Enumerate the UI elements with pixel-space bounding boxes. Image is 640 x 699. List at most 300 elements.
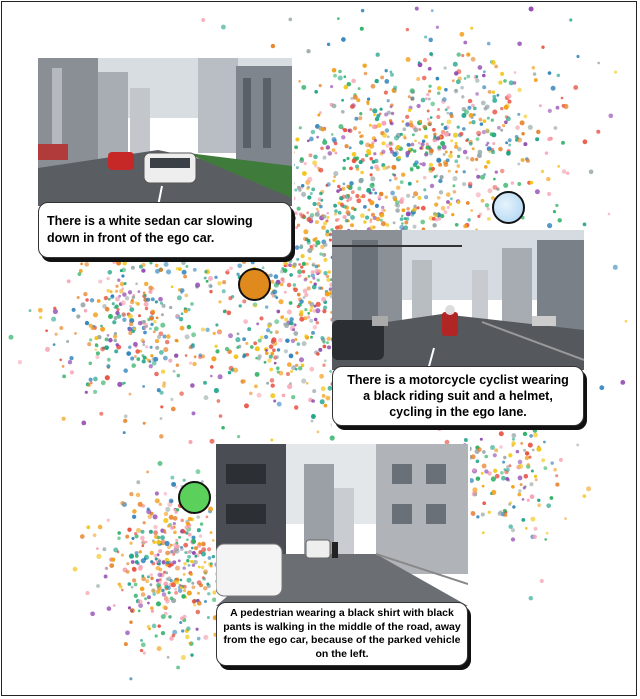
scatter-point — [190, 653, 193, 656]
scatter-point — [517, 137, 522, 142]
scatter-point — [237, 263, 242, 268]
scatter-point — [381, 150, 385, 154]
scatter-point — [310, 306, 314, 310]
scatter-point — [203, 569, 208, 574]
scatter-point — [161, 589, 165, 593]
scatter-point — [360, 213, 365, 218]
scatter-point — [90, 298, 94, 302]
scatter-point — [425, 97, 428, 100]
scatter-point — [520, 483, 523, 486]
scatter-point — [184, 551, 187, 554]
scatter-point — [178, 559, 181, 562]
scatter-point — [188, 440, 192, 444]
scatter-point — [258, 354, 262, 358]
scatter-point — [400, 180, 404, 184]
scatter-point — [443, 66, 446, 69]
scatter-point — [141, 592, 146, 597]
scatter-point — [190, 383, 195, 388]
scatter-point — [299, 299, 303, 303]
scatter-point — [364, 72, 368, 76]
scatter-point — [136, 493, 140, 497]
scatter-point — [156, 540, 161, 545]
scatter-point — [129, 322, 133, 326]
scatter-point — [439, 190, 443, 194]
scatter-point — [412, 208, 416, 212]
scatter-point — [529, 181, 533, 185]
scatter-point — [121, 589, 124, 592]
scatter-point — [520, 442, 523, 445]
scatter-point — [492, 95, 496, 99]
scatter-point — [493, 469, 497, 473]
scatter-point — [502, 461, 505, 464]
scatter-point — [272, 348, 276, 352]
scatter-point — [436, 77, 440, 81]
scatter-point — [77, 296, 80, 299]
scatter-point — [546, 177, 550, 181]
scatter-point — [477, 447, 482, 452]
scatter-point — [511, 433, 516, 438]
highlight-marker-orange — [238, 268, 271, 301]
scatter-point — [372, 108, 377, 113]
scatter-point — [429, 52, 433, 56]
scatter-point — [198, 542, 201, 545]
scatter-point — [116, 343, 119, 346]
scatter-point — [484, 165, 488, 169]
scatter-point — [297, 305, 300, 308]
scatter-point — [342, 195, 346, 199]
scatter-point — [451, 213, 454, 216]
scatter-point — [553, 468, 557, 472]
scatter-point — [135, 551, 139, 555]
scatter-point — [352, 159, 357, 164]
scatter-point — [504, 513, 508, 517]
scatter-point — [450, 197, 453, 200]
scatter-point — [129, 554, 134, 559]
scatter-point — [491, 490, 496, 495]
scatter-point — [541, 46, 544, 49]
scatter-point — [107, 606, 112, 611]
scatter-point — [78, 272, 82, 276]
scatter-point — [404, 217, 407, 220]
scatter-point — [257, 393, 262, 398]
scatter-point — [500, 169, 505, 174]
scatter-point — [553, 210, 556, 213]
scatter-point — [469, 142, 473, 146]
scatter-point — [296, 258, 299, 261]
scatter-point — [309, 309, 312, 312]
scatter-point — [433, 136, 437, 140]
scatter-point — [306, 217, 311, 222]
scatter-point — [132, 509, 136, 513]
scatter-point — [408, 95, 411, 98]
scatter-point — [125, 630, 130, 635]
scatter-point — [254, 384, 258, 388]
scatter-point — [168, 591, 171, 594]
scatter-point — [76, 314, 80, 318]
scatter-point — [170, 398, 173, 401]
scatter-point — [411, 214, 414, 217]
scatter-point — [396, 185, 400, 189]
scatter-point — [332, 180, 335, 183]
scatter-point — [180, 288, 184, 292]
scatter-point — [152, 361, 157, 366]
scatter-point — [537, 503, 541, 507]
scatter-point — [270, 378, 275, 383]
scatter-point — [143, 331, 147, 335]
scatter-point — [161, 313, 164, 316]
scatter-point — [303, 229, 308, 234]
scatter-point — [406, 211, 411, 216]
scatter-point — [266, 328, 270, 332]
scatter-point — [265, 351, 269, 355]
scatter-point — [214, 388, 219, 393]
scatter-point — [506, 465, 510, 469]
scatter-point — [166, 334, 171, 339]
scatter-point — [381, 121, 386, 126]
scatter-point — [384, 91, 388, 95]
scatter-point — [158, 580, 162, 584]
scatter-point — [299, 357, 304, 362]
scatter-point — [307, 186, 310, 189]
scatter-point — [182, 270, 187, 275]
scatter-point — [528, 443, 533, 448]
scatter-point — [134, 355, 137, 358]
scatter-point — [491, 119, 494, 122]
scatter-point — [503, 509, 507, 513]
scatter-point — [350, 215, 355, 220]
scatter-point — [392, 152, 397, 157]
scatter-point — [457, 126, 460, 129]
scatter-point — [233, 368, 238, 373]
scatter-point — [264, 335, 268, 339]
scatter-point — [307, 316, 310, 319]
scatter-point — [160, 302, 163, 305]
scatter-point — [213, 258, 216, 261]
scatter-point — [477, 153, 482, 158]
scatter-point — [105, 307, 110, 312]
scatter-point — [300, 266, 303, 269]
scatter-point — [428, 90, 431, 93]
scatter-point — [124, 642, 128, 646]
scatter-point — [306, 382, 309, 385]
scatter-point — [186, 626, 190, 630]
scatter-point — [269, 355, 273, 359]
scatter-point — [475, 78, 479, 82]
scatter-point — [421, 142, 425, 146]
scatter-point — [141, 530, 145, 534]
scatter-point — [321, 127, 325, 131]
scatter-point — [297, 342, 301, 346]
scatter-point — [522, 498, 525, 501]
scatter-point — [296, 166, 299, 169]
scatter-point — [310, 192, 313, 195]
scatter-point — [138, 314, 141, 317]
scatter-point — [338, 124, 343, 129]
scatter-point — [412, 133, 415, 136]
scatter-point — [532, 449, 535, 452]
scatter-point — [316, 208, 319, 211]
scatter-point — [270, 393, 275, 398]
scatter-point — [62, 365, 65, 368]
scatter-point — [485, 203, 489, 207]
scatter-point — [118, 295, 121, 298]
scatter-point — [333, 171, 338, 176]
scatter-point — [488, 90, 492, 94]
scatter-point — [492, 98, 497, 103]
scatter-point — [546, 532, 549, 535]
scatter-point — [218, 300, 221, 303]
scatter-point — [173, 530, 177, 534]
scatter-point — [147, 508, 150, 511]
scatter-point — [345, 210, 350, 215]
scatter-point — [376, 217, 381, 222]
scatter-point — [183, 543, 188, 548]
scatter-point — [391, 112, 394, 115]
scatter-point — [355, 194, 359, 198]
scatter-point — [319, 252, 322, 255]
scatter-point — [183, 573, 186, 576]
scatter-point — [175, 314, 179, 318]
scatter-point — [327, 345, 331, 349]
scatter-point — [319, 111, 322, 114]
scatter-point — [464, 77, 467, 80]
scatter-point — [130, 300, 134, 304]
scatter-point — [309, 153, 313, 157]
scatter-point — [356, 198, 361, 203]
scatter-point — [390, 122, 394, 126]
scatter-point — [372, 160, 376, 164]
scatter-point — [465, 139, 468, 142]
scatter-point — [416, 166, 420, 170]
scatter-point — [284, 349, 288, 353]
scatter-point — [141, 642, 146, 647]
scatter-point — [102, 547, 106, 551]
scatter-point — [96, 351, 100, 355]
scatter-point — [123, 382, 126, 385]
scatter-point — [214, 345, 217, 348]
scatter-point — [168, 615, 171, 618]
scatter-point — [283, 268, 288, 273]
scatter-point — [129, 307, 134, 312]
scatter-point — [204, 561, 207, 564]
scatter-point — [323, 221, 327, 225]
scatter-point — [514, 71, 517, 74]
scatter-point — [420, 220, 425, 225]
scatter-point — [147, 625, 151, 629]
scatter-point — [530, 517, 535, 522]
scatter-point — [297, 293, 301, 297]
scatter-point — [306, 211, 309, 214]
scatter-point — [208, 507, 213, 512]
scatter-point — [141, 575, 144, 578]
scatter-point — [143, 422, 146, 425]
scatter-point — [589, 169, 594, 174]
scatter-point — [276, 310, 280, 314]
scatter-point — [89, 362, 93, 366]
scatter-point — [289, 321, 293, 325]
scatter-point — [334, 209, 338, 213]
scatter-point — [421, 206, 426, 211]
scatter-point — [164, 262, 169, 267]
scatter-point — [523, 474, 528, 479]
scatter-point — [512, 505, 515, 508]
scatter-point — [105, 337, 109, 341]
scatter-point — [493, 453, 497, 457]
scatter-point — [89, 338, 92, 341]
scatter-point — [537, 499, 540, 502]
scatter-point — [124, 282, 127, 285]
scatter-point — [171, 407, 176, 412]
scatter-point — [275, 330, 279, 334]
scatter-point — [170, 526, 174, 530]
scatter-point — [107, 270, 112, 275]
scatter-point — [470, 209, 473, 212]
scatter-point — [462, 182, 466, 186]
scatter-point — [204, 395, 209, 400]
scatter-point — [475, 92, 479, 96]
scatter-point — [487, 217, 491, 221]
scatter-point — [237, 332, 240, 335]
scatter-point — [217, 330, 221, 334]
scatter-point — [195, 283, 200, 288]
scatter-point — [309, 367, 314, 372]
scatter-point — [93, 312, 98, 317]
scatter-point — [608, 213, 611, 216]
scatter-point — [150, 560, 153, 563]
scatter-point — [200, 522, 203, 525]
scatter-point — [266, 382, 269, 385]
scatter-point — [358, 116, 362, 120]
scatter-point — [165, 571, 168, 574]
scatter-point — [500, 129, 503, 132]
scatter-point — [188, 564, 191, 567]
scatter-point — [161, 614, 166, 619]
scatter-point — [289, 301, 293, 305]
scatter-point — [389, 142, 392, 145]
scatter-point — [466, 75, 470, 79]
scatter-point — [422, 162, 426, 166]
scatter-point — [390, 191, 395, 196]
scatter-point — [150, 606, 153, 609]
scatter-point — [390, 105, 393, 108]
scatter-point — [426, 145, 431, 150]
scatter-point — [314, 269, 319, 274]
scatter-point — [138, 610, 141, 613]
scatter-point — [426, 143, 429, 146]
scatter-point — [123, 261, 127, 265]
scatter-point — [450, 151, 453, 154]
scatter-point — [314, 90, 318, 94]
scatter-point — [395, 208, 400, 213]
scatter-point — [95, 344, 99, 348]
scatter-point — [430, 102, 435, 107]
scatter-point — [333, 204, 337, 208]
scatter-point — [548, 109, 552, 113]
scatter-point — [311, 130, 315, 134]
scatter-point — [163, 518, 168, 523]
scatter-point — [360, 171, 364, 175]
scatter-point — [422, 76, 427, 81]
scatter-point — [114, 339, 118, 343]
scatter-point — [452, 184, 455, 187]
scatter-point — [398, 156, 401, 159]
scatter-point — [543, 466, 547, 470]
scatter-point — [302, 262, 306, 266]
scatter-point — [385, 69, 388, 72]
scatter-point — [393, 221, 396, 224]
scatter-point — [490, 132, 494, 136]
scatter-point — [201, 566, 205, 570]
scatter-point — [177, 295, 182, 300]
scatter-point — [130, 356, 134, 360]
scatter-point — [205, 328, 209, 332]
scatter-point — [317, 113, 320, 116]
scatter-point — [372, 188, 375, 191]
scatter-point — [191, 539, 196, 544]
scatter-point — [482, 85, 486, 89]
scatter-point — [341, 187, 345, 191]
scatter-point — [281, 315, 284, 318]
scatter-point — [495, 474, 500, 479]
scatter-point — [436, 174, 439, 177]
scatter-point — [457, 155, 460, 158]
scatter-point — [472, 491, 477, 496]
scatter-point — [529, 482, 533, 486]
scatter-point — [144, 282, 148, 286]
scatter-point — [351, 206, 355, 210]
scatter-point — [238, 304, 241, 307]
scatter-point — [481, 199, 485, 203]
scatter-point — [202, 576, 205, 579]
scatter-point — [108, 298, 111, 301]
scatter-point — [228, 371, 232, 375]
scatter-point — [129, 393, 132, 396]
scatter-point — [359, 112, 362, 115]
scatter-point — [492, 142, 495, 145]
scatter-point — [129, 677, 132, 680]
scatter-point — [163, 347, 168, 352]
scatter-point — [121, 274, 124, 277]
scatter-point — [111, 557, 115, 561]
scatter-point — [141, 268, 145, 272]
scatter-point — [532, 66, 536, 70]
scatter-point — [316, 352, 320, 356]
scatter-point — [310, 336, 313, 339]
scatter-point — [191, 585, 195, 589]
scatter-point — [176, 666, 180, 670]
scatter-point — [500, 72, 504, 76]
scatter-point — [128, 331, 132, 335]
scatter-point — [199, 534, 202, 537]
scatter-point — [147, 602, 150, 605]
scatter-point — [222, 280, 226, 284]
scatter-point — [456, 164, 460, 168]
scatter-point — [417, 206, 420, 209]
scatter-point — [293, 283, 296, 286]
scatter-point — [236, 346, 239, 349]
scatter-point — [316, 321, 320, 325]
scatter-point — [608, 113, 613, 118]
scatter-point — [55, 333, 58, 336]
scatter-point — [196, 628, 199, 631]
scatter-point — [277, 370, 280, 373]
scatter-point — [203, 586, 207, 590]
scatter-point — [69, 356, 73, 360]
scatter-point — [297, 224, 300, 227]
scatter-point — [355, 164, 359, 168]
scatter-point — [116, 261, 121, 266]
scatter-point — [146, 470, 149, 473]
